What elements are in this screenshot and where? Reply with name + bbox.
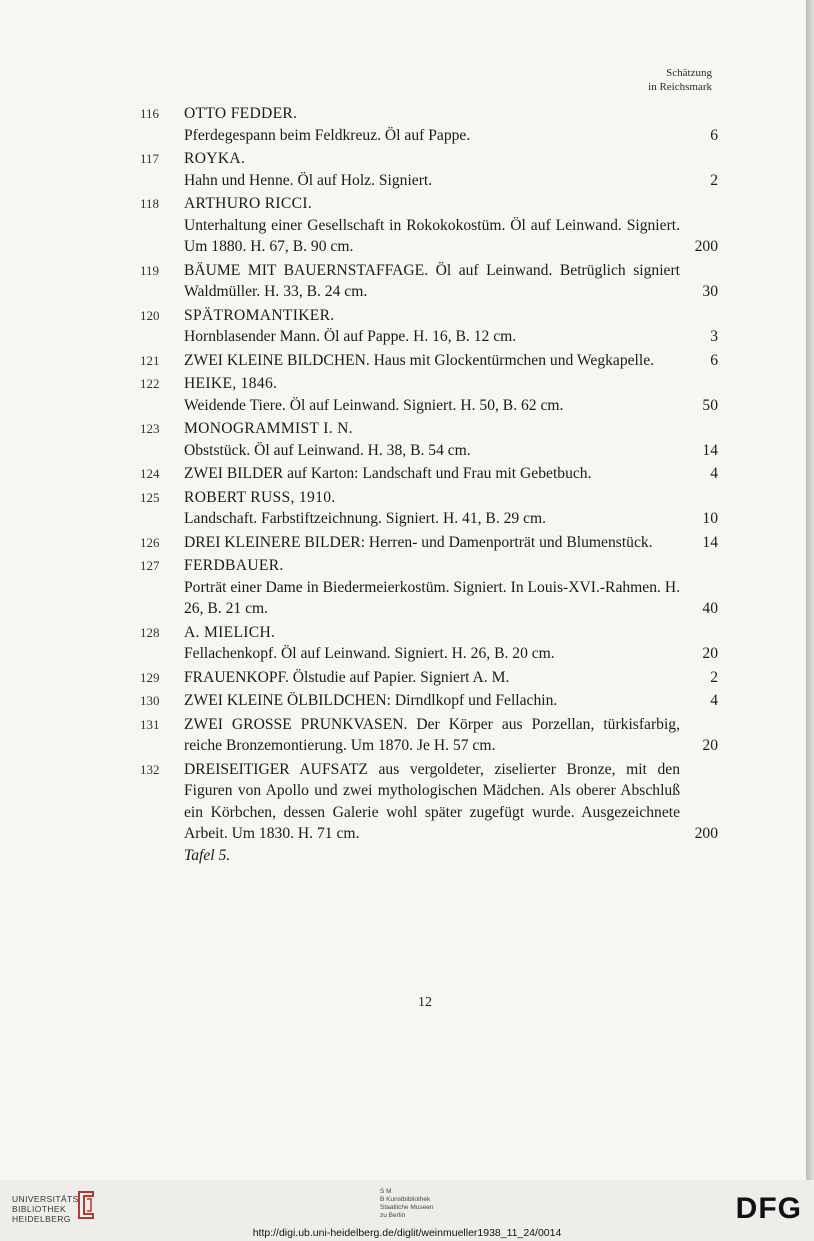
estimate-price: 10	[702, 510, 718, 527]
lot-number: 122	[140, 376, 160, 391]
header-line-1: Schätzung	[666, 67, 712, 79]
dfg-logo[interactable]: DFG	[735, 1192, 802, 1225]
lot-number: 121	[140, 352, 160, 368]
estimate-column-header	[648, 66, 712, 94]
lot-number: 131	[140, 716, 160, 732]
lot-description: Pferdegespann beim Feldkreuz. Öl auf Pappe.	[184, 126, 471, 144]
lot-entry	[140, 690, 718, 712]
lot-entry	[140, 555, 718, 620]
lot-description: ZWEI GROSSE PRUNKVASEN. Der Körper aus Porzellan, türkisfarbig, reiche Bronzemontierung. Um 1870. Je H. 57 cm.	[184, 715, 680, 754]
estimate-price: 4	[710, 692, 718, 709]
artist-name: SPÄTROMANTIKER.	[184, 306, 335, 324]
lot-description: Hahn und Henne. Öl auf Holz. Signiert.	[184, 171, 433, 189]
artist-name: FERDBAUER.	[184, 557, 284, 574]
page-number: 12	[418, 995, 432, 1010]
uni-logo-line-2: BIBLIOTHEK	[12, 1204, 67, 1214]
kb-logo-line-3: Staatliche Museen	[380, 1204, 434, 1211]
lot-entry	[140, 418, 718, 461]
artist-name: A. MIELICH.	[184, 623, 276, 641]
lot-list	[140, 103, 718, 868]
lot-entry	[140, 622, 718, 665]
kunstbibliothek-logo[interactable]	[380, 1188, 433, 1220]
lot-number: 118	[140, 196, 160, 211]
lot-description: Landschaft. Farbstiftzeichnung. Signiert. H. 41, B. 29 cm.	[184, 510, 547, 527]
estimate-price: 50	[702, 396, 718, 414]
estimate-price: 2	[710, 171, 718, 189]
lot-number: 128	[140, 624, 160, 640]
artist-name: ARTHURO RICCI.	[184, 195, 313, 212]
lot-description: Weidende Tiere. Öl auf Leinwand. Signiert. H. 50, B. 62 cm.	[184, 396, 564, 414]
plate-reference: Tafel 5.	[184, 846, 231, 864]
lot-number: 125	[140, 489, 160, 505]
estimate-price: 200	[694, 238, 718, 255]
lot-entry	[140, 305, 718, 348]
lot-number: 127	[140, 558, 160, 573]
estimate-price: 14	[702, 533, 718, 551]
lot-description: FRAUENKOPF. Ölstudie auf Papier. Signiert A. M.	[184, 668, 510, 686]
lot-description: Unterhaltung einer Gesellschaft in Rokokokostüm. Öl auf Leinwand. Signiert. Um 1880. H. 67, B. 90 cm.	[184, 216, 680, 255]
kb-logo-line-2: B Kunstbibliothek	[380, 1196, 431, 1203]
estimate-price: 200	[694, 825, 718, 842]
estimate-price: 40	[702, 600, 718, 617]
lot-number: 123	[140, 421, 160, 436]
estimate-price: 30	[702, 283, 718, 300]
lot-entry	[140, 759, 718, 867]
lot-number: 126	[140, 534, 160, 550]
lot-entry	[140, 148, 718, 191]
artist-name: HEIKE, 1846.	[184, 375, 278, 392]
estimate-price: 2	[710, 668, 718, 686]
header-line-2: in Reichsmark	[648, 81, 712, 93]
lot-description: ZWEI KLEINE BILDCHEN. Haus mit Glockentürmchen und Wegkapelle.	[184, 351, 655, 369]
estimate-price: 3	[710, 328, 718, 345]
lot-number: 132	[140, 761, 160, 777]
lot-description: DREI KLEINERE BILDER: Herren- und Damenporträt und Blumenstück.	[184, 533, 653, 551]
lot-entry	[140, 463, 718, 485]
uni-logo-line-3: HEIDELBERG	[12, 1214, 71, 1224]
lot-description: Hornblasender Mann. Öl auf Pappe. H. 16, B. 12 cm.	[184, 328, 517, 345]
lot-number: 116	[140, 106, 160, 121]
page-edge	[806, 0, 814, 1180]
lot-number: 129	[140, 669, 160, 685]
lot-entry	[140, 532, 718, 554]
artist-name: OTTO FEDDER.	[184, 105, 298, 122]
artist-name: MONOGRAMMIST I. N.	[184, 420, 353, 437]
lot-number: 124	[140, 466, 160, 481]
estimate-price: 14	[702, 441, 718, 459]
university-emblem-icon	[75, 1190, 97, 1220]
lot-entry	[140, 260, 718, 303]
lot-number: 130	[140, 693, 160, 708]
kb-logo-line-4: zu Berlin	[380, 1212, 406, 1219]
kb-logo-line-1: S M	[380, 1188, 392, 1195]
lot-entry	[140, 667, 718, 689]
university-library-logo[interactable]	[12, 1194, 79, 1224]
lot-entry	[140, 350, 718, 372]
lot-entry	[140, 193, 718, 258]
lot-number: 119	[140, 262, 160, 278]
lot-description: ZWEI BILDER auf Karton: Landschaft und Frau mit Gebetbuch.	[184, 465, 592, 482]
lot-description: Fellachenkopf. Öl auf Leinwand. Signiert. H. 26, B. 20 cm.	[184, 645, 555, 662]
lot-number: 117	[140, 151, 160, 166]
lot-entry	[140, 487, 718, 530]
lot-entry	[140, 373, 718, 416]
viewer-footer	[0, 1180, 814, 1241]
estimate-price: 20	[702, 737, 718, 754]
artist-name: ROYKA.	[184, 150, 246, 167]
uni-logo-line-1: UNIVERSITÄTS	[12, 1194, 79, 1204]
lot-description: ZWEI KLEINE ÖLBILDCHEN: Dirndlkopf und Fellachin.	[184, 692, 558, 709]
estimate-price: 6	[710, 126, 718, 144]
lot-entry	[140, 103, 718, 146]
artist-name: ROBERT RUSS, 1910.	[184, 488, 336, 506]
estimate-price: 6	[710, 351, 718, 369]
estimate-price: 4	[710, 465, 718, 482]
estimate-price: 20	[702, 645, 718, 662]
lot-number: 120	[140, 307, 160, 323]
lot-description: Porträt einer Dame in Biedermeierkostüm. Signiert. In Louis-XVI.-Rahmen. H. 26, B. 21 cm.	[184, 578, 680, 617]
lot-description: BÄUME MIT BAUERNSTAFFAGE. Öl auf Leinwand. Betrüglich signiert Waldmüller. H. 33, B. 24 cm.	[184, 261, 680, 300]
source-url[interactable]: http://digi.ub.uni-heidelberg.de/diglit/weinmueller1938_11_24/0014	[252, 1227, 562, 1239]
lot-description: Obststück. Öl auf Leinwand. H. 38, B. 54 cm.	[184, 441, 471, 459]
lot-entry	[140, 714, 718, 757]
lot-description: DREISEITIGER AUFSATZ aus vergoldeter, ziselierter Bronze, mit den Figuren von Apollo und zwei mythologischen Mädchen. Als oberer Abschluß ein Körbchen, dessen Galerie wohl später zugefügt wurde. Ausgezeichnete Arbeit. Um 1830. H. 71 cm.	[184, 760, 680, 842]
